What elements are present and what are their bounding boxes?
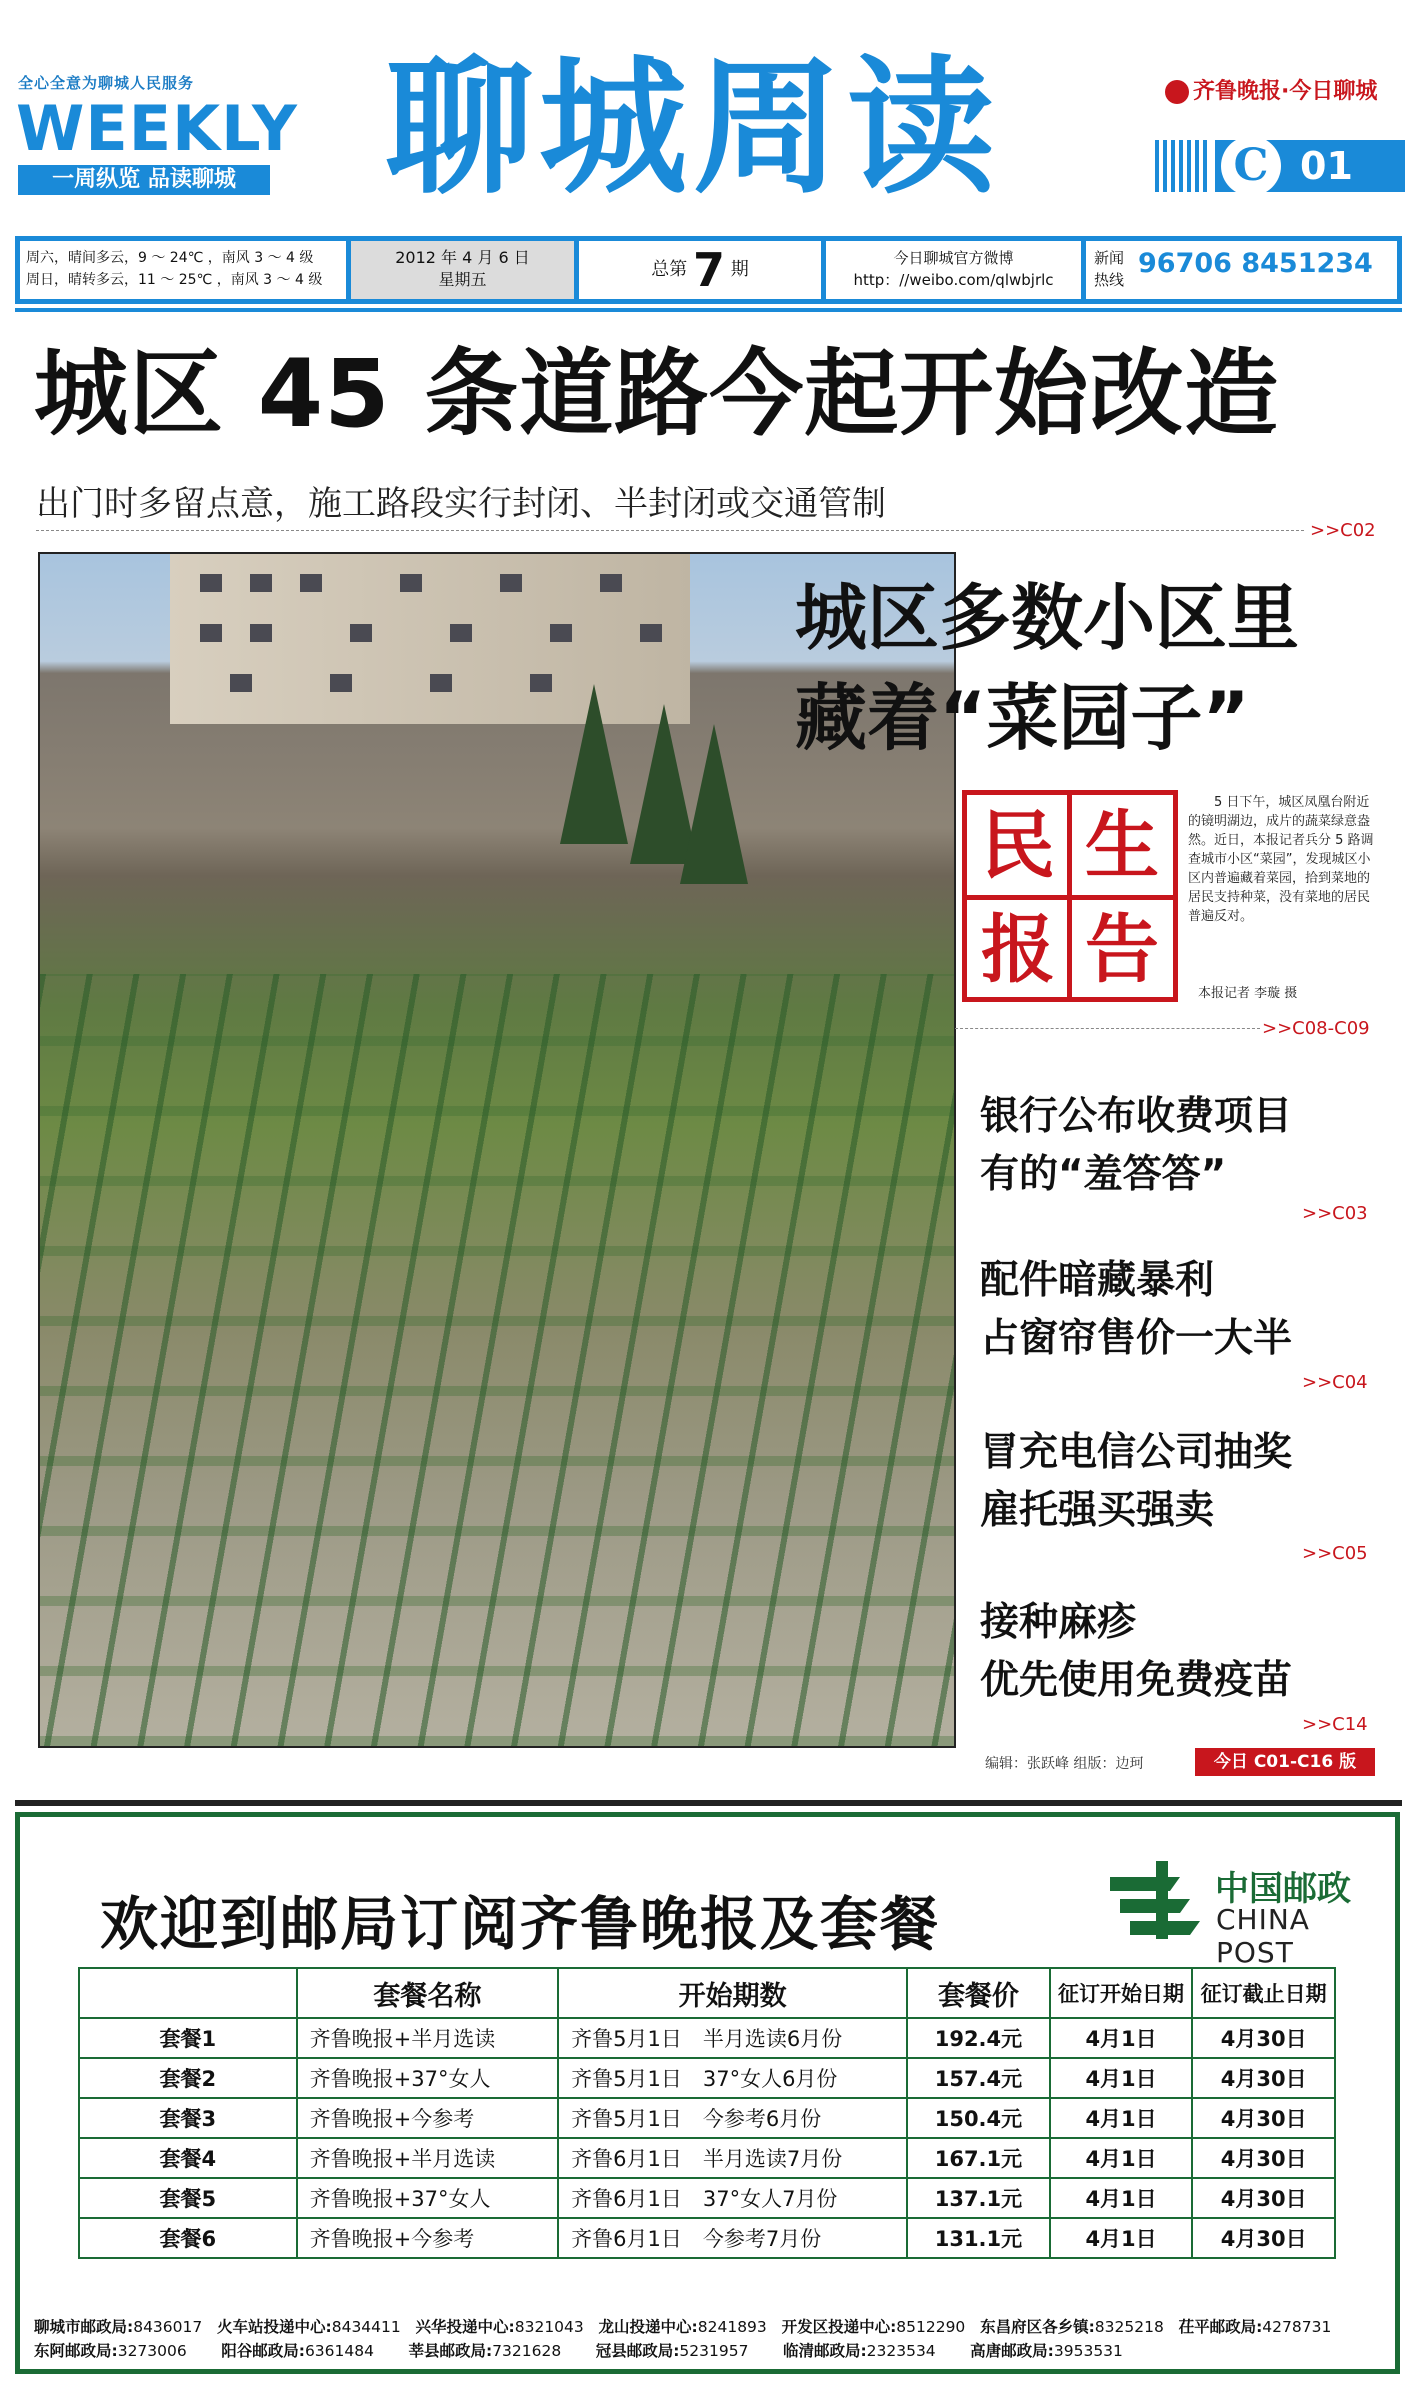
office-phone: 8321043 [514,2318,584,2336]
package-start: 齐鲁5月1日 37°女人6月份 [558,2058,907,2098]
hotline-numbers: 96706 8451234 [1138,248,1373,279]
story-line: 接种麻疹 [980,1600,1137,1645]
office-phone: 8512290 [896,2318,966,2336]
order-end-date: 4月30日 [1192,2058,1335,2098]
order-end-date: 4月30日 [1192,2098,1335,2138]
package-name: 齐鲁晚报+半月选读 [297,2018,558,2058]
story-teaser[interactable] [980,1594,1292,1710]
table-row [79,2138,1335,2178]
story-teaser[interactable] [980,1424,1292,1540]
story-line: 配件暗藏暴利 [980,1258,1215,1303]
office-name: 茌平邮政局: [1178,2318,1263,2336]
brand-logo-icon [1165,80,1189,104]
issue-suffix: 期 [730,259,749,280]
office-phone: 6361484 [304,2342,374,2360]
issue-box [579,241,821,299]
package-price: 167.1元 [907,2138,1050,2178]
table-row [79,2218,1335,2258]
package-id: 套餐4 [79,2138,297,2178]
package-price: 137.1元 [907,2178,1050,2218]
story-line: 优先使用免费疫苗 [980,1658,1293,1703]
office-phone: 3953531 [1053,2342,1123,2360]
page-tag-stripes [1155,140,1215,192]
date-box [351,241,574,299]
post-office-contacts [34,2339,1123,2361]
issue-number: 7 [692,243,725,297]
story-page-ref[interactable]: >>C03 [1302,1203,1368,1224]
feature-divider [955,1028,1260,1029]
photo-tree [560,684,628,844]
weather-saturday: 周六，晴间多云，9 ～ 24℃ ，南风 3 ～ 4 级 [26,250,314,266]
package-id: 套餐3 [79,2098,297,2138]
weibo-label: 今日聊城官方微博 [893,249,1014,267]
package-name: 齐鲁晚报+37°女人 [297,2058,558,2098]
minsheng-report-seal [962,790,1178,1002]
office-phone: 8325218 [1094,2318,1164,2336]
ad-divider [15,1800,1402,1806]
issue-prefix: 总第 [651,259,688,280]
brand-name [1165,74,1377,105]
newspaper-title: 聊城周读 [385,42,1001,214]
table-row [79,2058,1335,2098]
editor-line: 编辑：张跃峰 组版：边珂 [985,1756,1144,1772]
office-phone: 4278731 [1262,2318,1332,2336]
office-name: 开发区投递中心: [781,2318,897,2336]
office-name: 临清邮政局: [782,2342,867,2360]
office-name: 龙山投递中心: [598,2318,698,2336]
office-name: 阳谷邮政局: [221,2342,305,2360]
order-end-date: 4月30日 [1192,2138,1335,2178]
story-line: 雇托强买强卖 [980,1488,1215,1533]
photo-garlic-rows [40,974,954,1746]
office-phone: 5231957 [679,2342,749,2360]
order-start-date: 4月1日 [1050,2138,1193,2178]
column-header [79,1968,297,2018]
package-id: 套餐5 [79,2178,297,2218]
seal-char: 告 [1085,907,1159,993]
page-number: 01 [1300,144,1353,188]
post-name-cn: 中国邮政 [1215,1869,1351,1909]
feature-headline[interactable] [795,568,1299,768]
post-subscription-ad [15,1812,1400,2374]
seal-char: 民 [981,803,1055,889]
package-name: 齐鲁晚报+今参考 [297,2098,558,2138]
office-name: 冠县邮政局: [595,2342,680,2360]
package-id: 套餐1 [79,2018,297,2058]
package-price: 131.1元 [907,2218,1050,2258]
weekly-subtitle: 一周纵览 品读聊城 [18,165,270,195]
post-name-en: CHINA POST [1216,1903,1310,1969]
story-page-ref[interactable]: >>C14 [1302,1714,1368,1735]
order-start-date: 4月1日 [1050,2098,1193,2138]
table-header-row [79,1968,1335,2018]
feature-headline-line2: 藏着“菜园子” [795,676,1250,760]
hotline-label-2: 热线 [1094,271,1125,289]
story-page-ref[interactable]: >>C04 [1302,1372,1368,1393]
story-line: 冒充电信公司抽奖 [980,1430,1293,1475]
hotline-box [1086,241,1397,299]
package-start: 齐鲁5月1日 今参考6月份 [558,2098,907,2138]
weibo-box [826,241,1081,299]
page-tag [1215,140,1405,192]
package-start: 齐鲁6月1日 今参考7月份 [558,2218,907,2258]
package-start: 齐鲁5月1日 半月选读6月份 [558,2018,907,2058]
story-teaser[interactable] [980,1088,1292,1204]
package-price: 192.4元 [907,2018,1050,2058]
masthead-slogan: 全心全意为聊城人民服务 [18,74,195,92]
lead-divider [36,530,1304,531]
seal-char: 生 [1085,803,1159,889]
column-header: 征订截止日期 [1192,1968,1335,2018]
story-line: 有的“羞答答” [980,1152,1227,1197]
table-row [79,2098,1335,2138]
weather-box [20,241,346,299]
office-name: 东阿邮政局: [34,2342,118,2360]
seal-char: 报 [981,907,1055,993]
column-header: 征订开始日期 [1050,1968,1193,2018]
column-header: 套餐价 [907,1968,1050,2018]
issue-date: 2012 年 4 月 6 日 [395,248,530,267]
office-phone: 8434411 [331,2318,401,2336]
package-start: 齐鲁6月1日 半月选读7月份 [558,2138,907,2178]
photo-tree [680,724,748,884]
order-start-date: 4月1日 [1050,2178,1193,2218]
ad-title: 欢迎到邮局订阅齐鲁晚报及套餐 [100,1890,941,1958]
header-divider [15,308,1402,312]
order-start-date: 4月1日 [1050,2018,1193,2058]
package-id: 套餐6 [79,2218,297,2258]
story-line: 银行公布收费项目 [980,1094,1293,1139]
office-name: 兴华投递中心: [415,2318,515,2336]
feature-page-ref[interactable]: >>C08-C09 [1262,1018,1370,1039]
office-name: 聊城市邮政局: [34,2318,134,2336]
office-phone: 3273006 [117,2342,187,2360]
story-teaser[interactable] [980,1252,1292,1368]
lead-deck: 出门时多留点意，施工路段实行封闭、半封闭或交通管制 [36,484,886,524]
page-section-letter: C [1221,136,1281,196]
story-page-ref[interactable]: >>C05 [1302,1543,1368,1564]
office-phone: 7321628 [492,2342,562,2360]
package-name: 齐鲁晚报+37°女人 [297,2178,558,2218]
lead-page-ref[interactable]: >>C02 [1310,520,1376,541]
order-end-date: 4月30日 [1192,2178,1335,2218]
column-header: 开始期数 [558,1968,907,2018]
office-name: 东昌府区各乡镇: [980,2318,1095,2336]
package-name: 齐鲁晚报+半月选读 [297,2138,558,2178]
lead-headline[interactable]: 城区 45 条道路今起开始改造 [34,340,1280,449]
package-table [78,1967,1336,2259]
story-line: 占窗帘售价一大半 [980,1316,1293,1361]
office-phone: 8241893 [697,2318,767,2336]
office-phone: 8436017 [133,2318,203,2336]
order-start-date: 4月1日 [1050,2218,1193,2258]
photo-credit: 本报记者 李璇 摄 [1198,986,1298,1001]
order-end-date: 4月30日 [1192,2018,1335,2058]
office-name: 火车站投递中心: [217,2318,332,2336]
hotline-label: 新闻 [1094,249,1125,267]
package-price: 150.4元 [907,2098,1050,2138]
package-start: 齐鲁6月1日 37°女人7月份 [558,2178,907,2218]
office-name: 莘县邮政局: [408,2342,493,2360]
feature-lede: 5 日下午，城区凤凰台附近的镜明湖边，成片的蔬菜绿意盎然。近日，本报记者兵分 5 路调查城市小区“菜园”，发现城区小区内普遍藏着菜园，拾到菜地的居民支持种菜，没有菜地的居民普遍反对。 [1188,795,1374,924]
weekly-logo: WEEKLY [16,92,298,165]
order-start-date: 4月1日 [1050,2058,1193,2098]
issue-weekday: 星期五 [438,270,487,289]
table-row [79,2018,1335,2058]
feature-headline-line1: 城区多数小区里 [795,576,1300,660]
order-end-date: 4月30日 [1192,2218,1335,2258]
table-row [79,2178,1335,2218]
office-name: 高唐邮政局: [970,2342,1054,2360]
brand-text: 齐鲁晚报·今日聊城 [1193,79,1378,104]
china-post-logo-icon [1110,1857,1210,1943]
column-header: 套餐名称 [297,1968,558,2018]
edition-badge: 今日 C01-C16 版 [1195,1748,1375,1776]
weather-sunday: 周日，晴转多云，11 ～ 25℃ ，南风 3 ～ 4 级 [26,272,323,288]
office-phone: 2323534 [866,2342,936,2360]
weibo-url[interactable]: http：//weibo.com/qlwbjrlc [853,271,1054,289]
post-office-contacts [34,2315,1331,2337]
package-id: 套餐2 [79,2058,297,2098]
package-price: 157.4元 [907,2058,1050,2098]
info-bar [15,236,1402,304]
package-name: 齐鲁晚报+今参考 [297,2218,558,2258]
